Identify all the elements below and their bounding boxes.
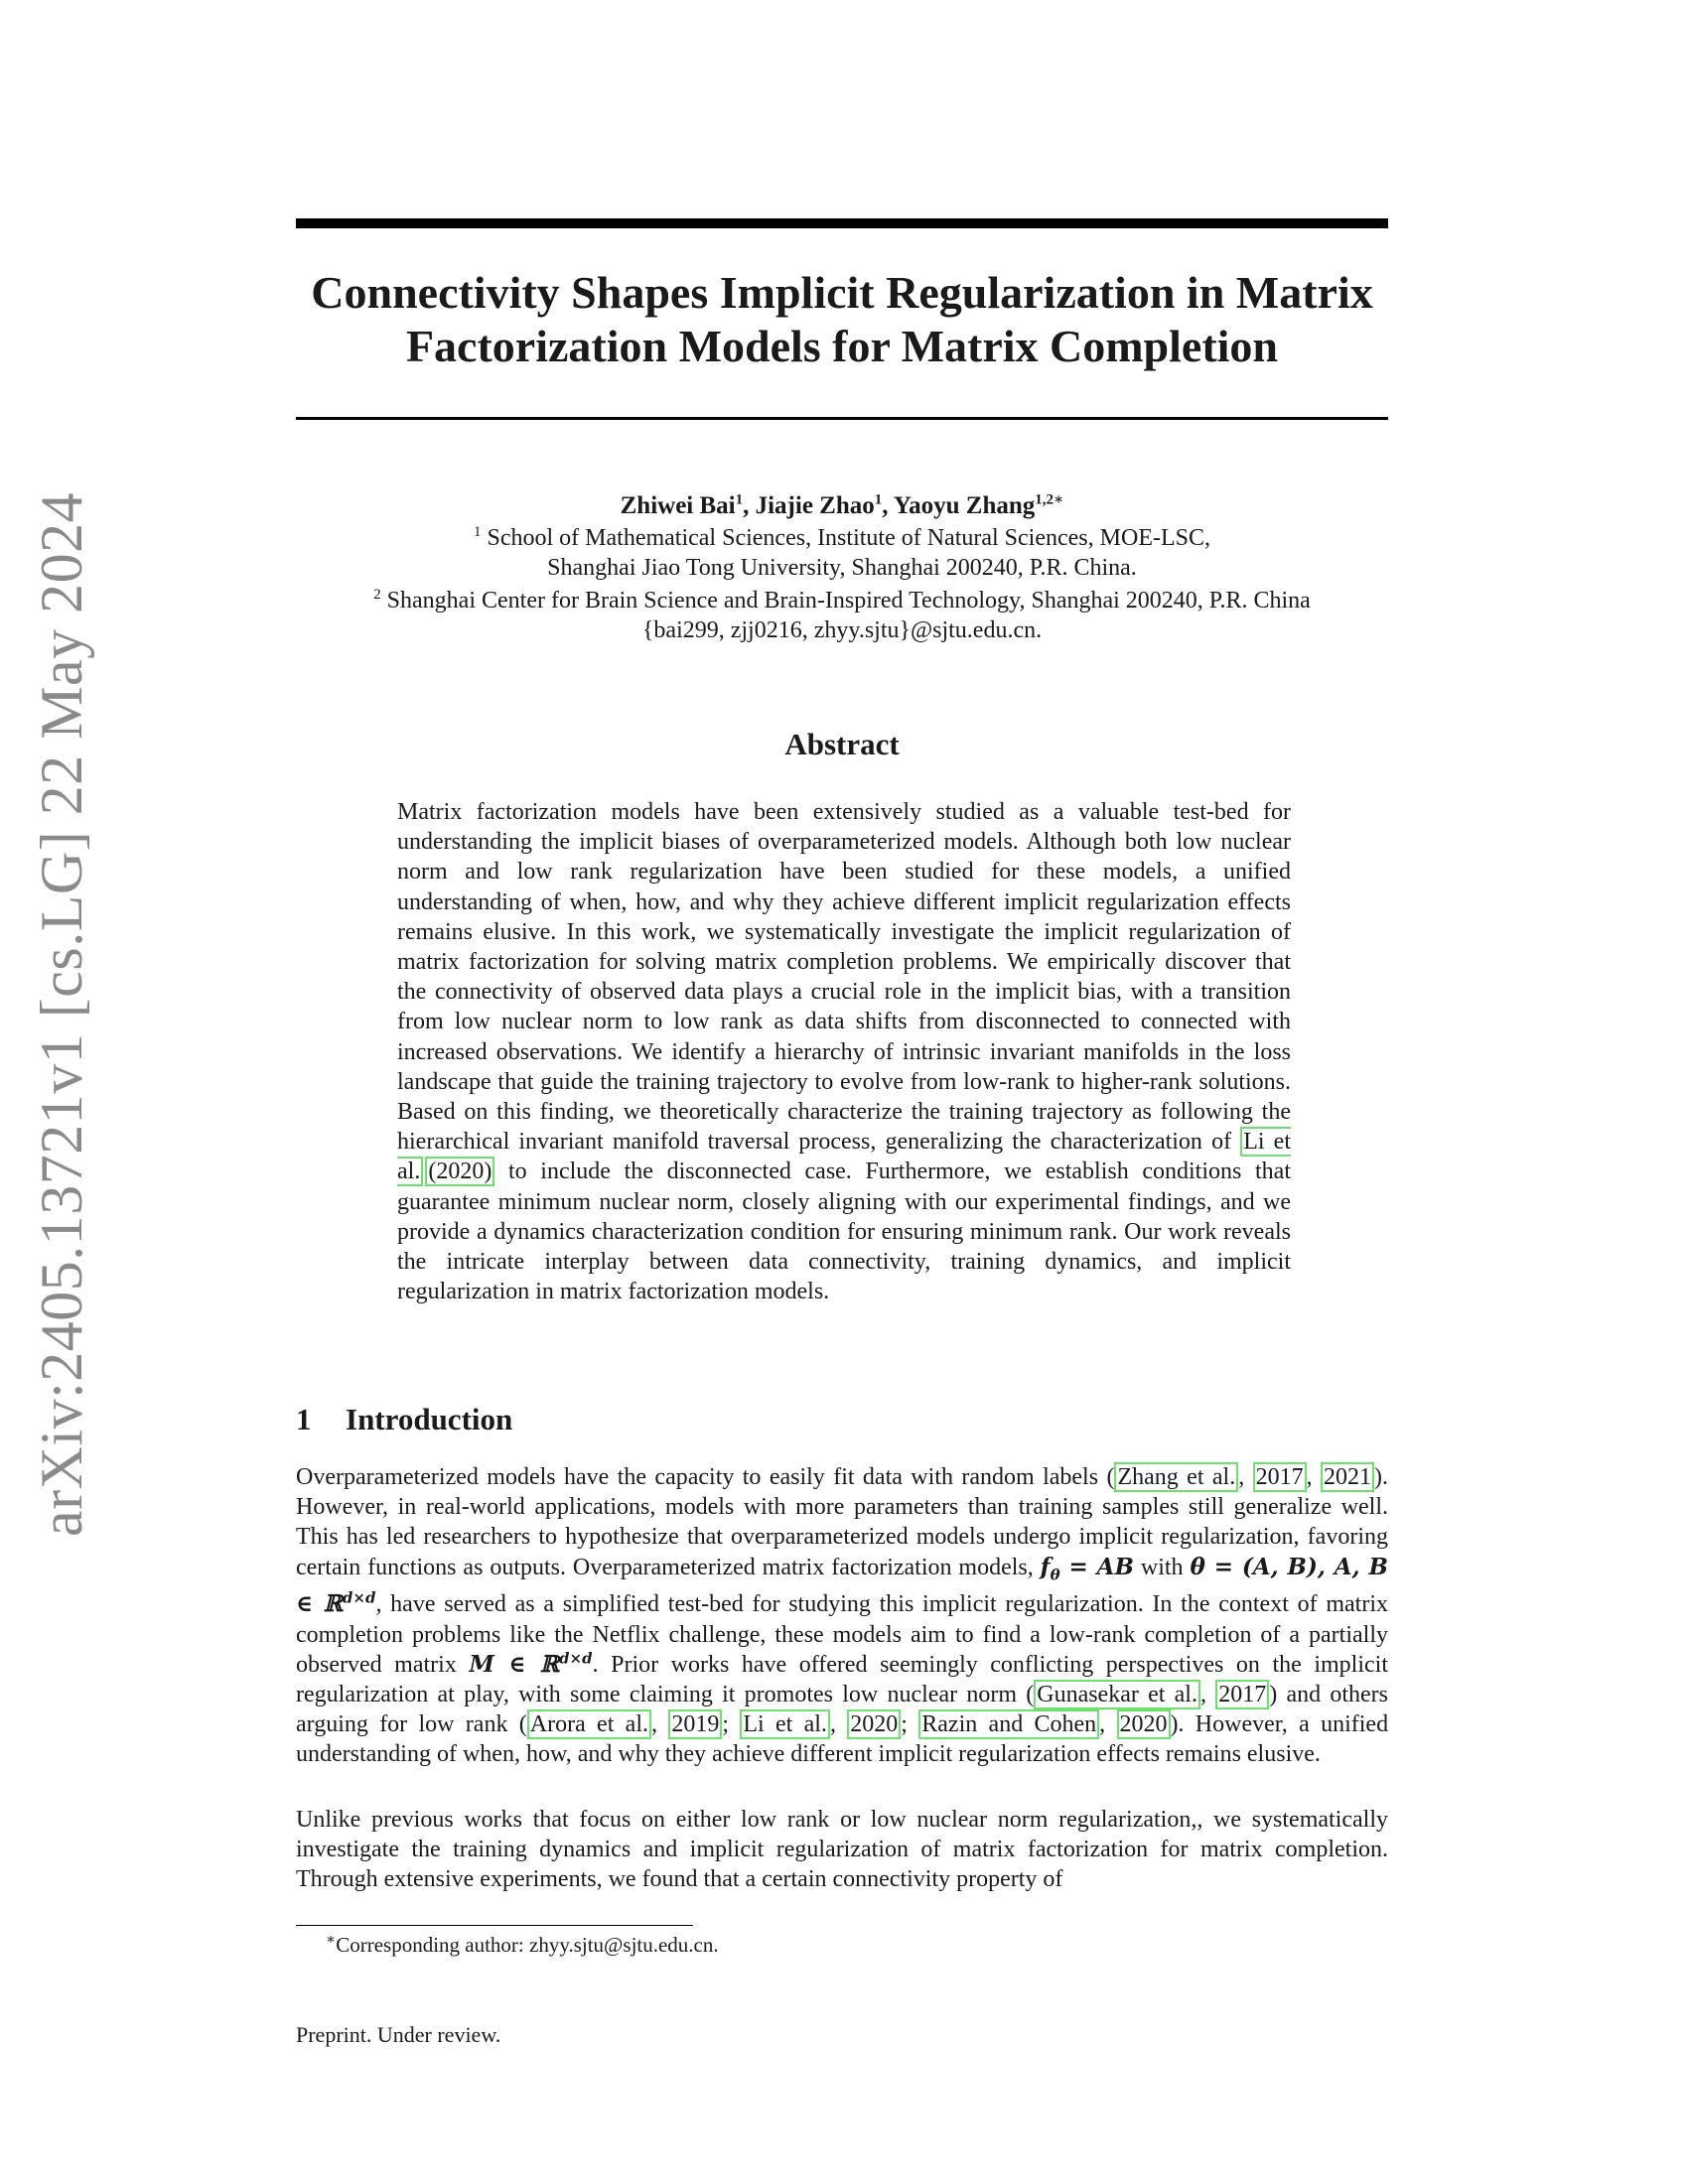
citation-link[interactable]: Gunasekar et al. xyxy=(1034,1680,1200,1709)
body-text: ). However, a unified understanding of when, how, and why they achieve different implicit regularization effects remains elusive. xyxy=(296,1711,1389,1768)
affiliation-1 xyxy=(238,523,1446,583)
title-top-rule xyxy=(296,218,1388,228)
affil-mark: 2 xyxy=(373,587,381,603)
citation-link[interactable]: 2021 xyxy=(1321,1462,1374,1492)
section-number: 1 xyxy=(296,1402,312,1436)
author-emails: {bai299, zjj0216, zhyy.sjtu}@sjtu.edu.cn. xyxy=(641,617,1043,643)
author-affil-mark: 1 xyxy=(874,491,883,508)
citation-link[interactable]: Li et al. xyxy=(740,1709,830,1739)
author-name: Zhiwei Bai xyxy=(620,492,736,519)
citation-link[interactable]: Zhang et al. xyxy=(1114,1462,1238,1492)
math-matrix-m: M ∈ ℝ$^{d\times d}$ xyxy=(469,1649,593,1678)
abstract-heading: Abstract xyxy=(784,727,900,761)
author-name: Jiajie Zhao xyxy=(755,492,875,519)
citation-link[interactable]: Arora et al. xyxy=(527,1709,651,1739)
title-line-2: Factorization Models for Matrix Completion xyxy=(405,321,1279,371)
author-list: Zhiwei Bai$^1$, Jiajie Zhao$^1$, Yaoyu Zhang$^{1,2∗}$ xyxy=(620,491,1064,519)
citation-link[interactable]: 2020 xyxy=(847,1709,901,1739)
section-heading-introduction xyxy=(296,1402,512,1437)
citation-link[interactable]: 2017 xyxy=(1215,1680,1269,1709)
footnote-rule xyxy=(296,1925,693,1926)
affiliation-1-line-2: Shanghai Jiao Tong University, Shanghai 200240, P.R. China. xyxy=(547,555,1137,581)
citation-link[interactable]: 2019 xyxy=(668,1709,722,1739)
citation-link[interactable]: 2020 xyxy=(1117,1709,1171,1739)
intro-paragraph-1: Overparameterized models have the capacity to easily fit data with random labels ( Zhang et al. , 2017 , 2021 ). However, in real-world applications, models with more parameters than training samples still generalize well. This has led researchers to hypothesize that overparameterized models undergo implicit regularization, favoring certain functions as outputs. Overparameterized matrix factorization models, $f_\theta$ = AB with θ = (A, B), A, B ∈ ℝ$^{d\times d}$, have served as a simplified test-bed for studying this implicit regularization. In the context of matrix completion problems like the Netflix challenge, these models aim to find a low-rank completion of a partially observed matrix M ∈ ℝ$^{d\times d}$. Prior works have offered seemingly conflicting perspectives on the implicit regularization at play, with some claiming it promotes low nuclear norm ( Gunasekar et al. , 2017 ) and others arguing for low rank ( Arora et al. , 2019 ; Li et al. , 2020 ; Razin and Cohen , 2020 ). However, a unified understanding of when, how, and why they achieve different implicit regularization effects remains elusive. xyxy=(296,1464,1389,1768)
body-text: , have served as a simplified test-bed for studying this implicit regularization. In the context of matrix completion problems like the Netflix challenge, these models aim to find a low-rank completion of a partially observed matrix xyxy=(296,1591,1388,1678)
author-name: Yaoyu Zhang xyxy=(893,492,1036,519)
body-text: with xyxy=(1133,1554,1191,1580)
abstract-body xyxy=(397,797,1291,1306)
arxiv-stamp: arXiv:2405.13721v1 [cs.LG] 22 May 2024 xyxy=(29,491,94,1537)
citation-link[interactable]: Li et al. xyxy=(397,1129,1291,1185)
abstract-text: to include the disconnected case. Furthermore, we establish conditions that guarantee minimum nuclear norm, closely aligning with our experimental findings, and we provide a dynamics characterization condition for ensuring minimum rank. Our work reveals the intricate interplay between data connectivity, training dynamics, and implicit regularization in matrix factorization models. xyxy=(397,1159,1291,1305)
affiliation-2-line: Shanghai Center for Brain Science and Brain-Inspired Technology, Shanghai 200240, P.R. China xyxy=(386,588,1311,614)
title-bottom-rule xyxy=(296,417,1388,420)
citation-link[interactable]: (2020) xyxy=(425,1157,494,1186)
author-affil-mark: 1,2∗ xyxy=(1035,491,1064,508)
body-text: ). However, in real-world applications, models with more parameters than training samples still generalize well. This has led researchers to hypothesize that overparameterized models undergo implicit regularization, favoring certain functions as outputs. Overparameterized matrix factorization models, xyxy=(296,1464,1389,1580)
math-theta-def: θ = (A, B), A, B ∈ ℝ$^{d\times d}$ xyxy=(296,1553,1388,1618)
affiliation-1-line-1: School of Mathematical Sciences, Institute of Natural Sciences, MOE-LSC, xyxy=(487,525,1210,551)
citation-link[interactable]: Razin and Cohen xyxy=(918,1709,1099,1739)
section-title: Introduction xyxy=(346,1402,513,1436)
footnote-mark: ∗ xyxy=(326,1932,337,1948)
footnote-text: Corresponding author: zhyy.sjtu@sjtu.edu.cn. xyxy=(336,1933,719,1957)
citation-link[interactable]: 2017 xyxy=(1253,1462,1307,1492)
author-affil-mark: 1 xyxy=(735,491,744,508)
affil-mark: 1 xyxy=(474,524,482,540)
body-text: Overparameterized models have the capacity to easily fit data with random labels ( xyxy=(296,1464,1115,1490)
preprint-note: Preprint. Under review. xyxy=(296,2022,501,2047)
abstract-text: Matrix factorization models have been extensively studied as a valuable test-bed for understanding the implicit biases of overparameterized models. Although both low nuclear norm and low rank regularization have been studied for these models, a unified understanding of when, how, and why they achieve different implicit regularization effects remains elusive. In this work, we systematically investigate the implicit regularization of matrix factorization for solving matrix completion problems. We empirically discover that the connectivity of observed data plays a crucial role in the implicit bias, with a transition from low nuclear norm to low rank as data shifts from disconnected to connected with increased observations. We identify a hierarchy of intrinsic invariant manifolds in the loss landscape that guide the training trajectory to evolve from low-rank to higher-rank solutions. Based on this finding, we theoretically characterize the training trajectory as following the hierarchical invariant manifold traversal process, generalizing the characterization of xyxy=(397,799,1291,1156)
affiliation-2 xyxy=(238,586,1446,645)
body-text: . Prior works have offered seemingly conflicting perspectives on the implicit regularization at play, with some claiming it promotes low nuclear norm ( xyxy=(296,1651,1388,1708)
title-line-1: Connectivity Shapes Implicit Regularization in Matrix xyxy=(311,267,1373,318)
footnote xyxy=(326,1933,719,1958)
intro-paragraph-2: Unlike previous works that focus on either low rank or low nuclear norm regularization,, we systematically investigate the training dynamics and implicit regularization of matrix factorization for matrix completion. Through extensive experiments, we found that a certain connectivity property of xyxy=(296,1807,1388,1893)
body-text: ) and others arguing for low rank ( xyxy=(296,1682,1389,1738)
paper-title xyxy=(296,266,1388,373)
math-f-theta: $f_\theta$ = AB xyxy=(1040,1553,1134,1584)
